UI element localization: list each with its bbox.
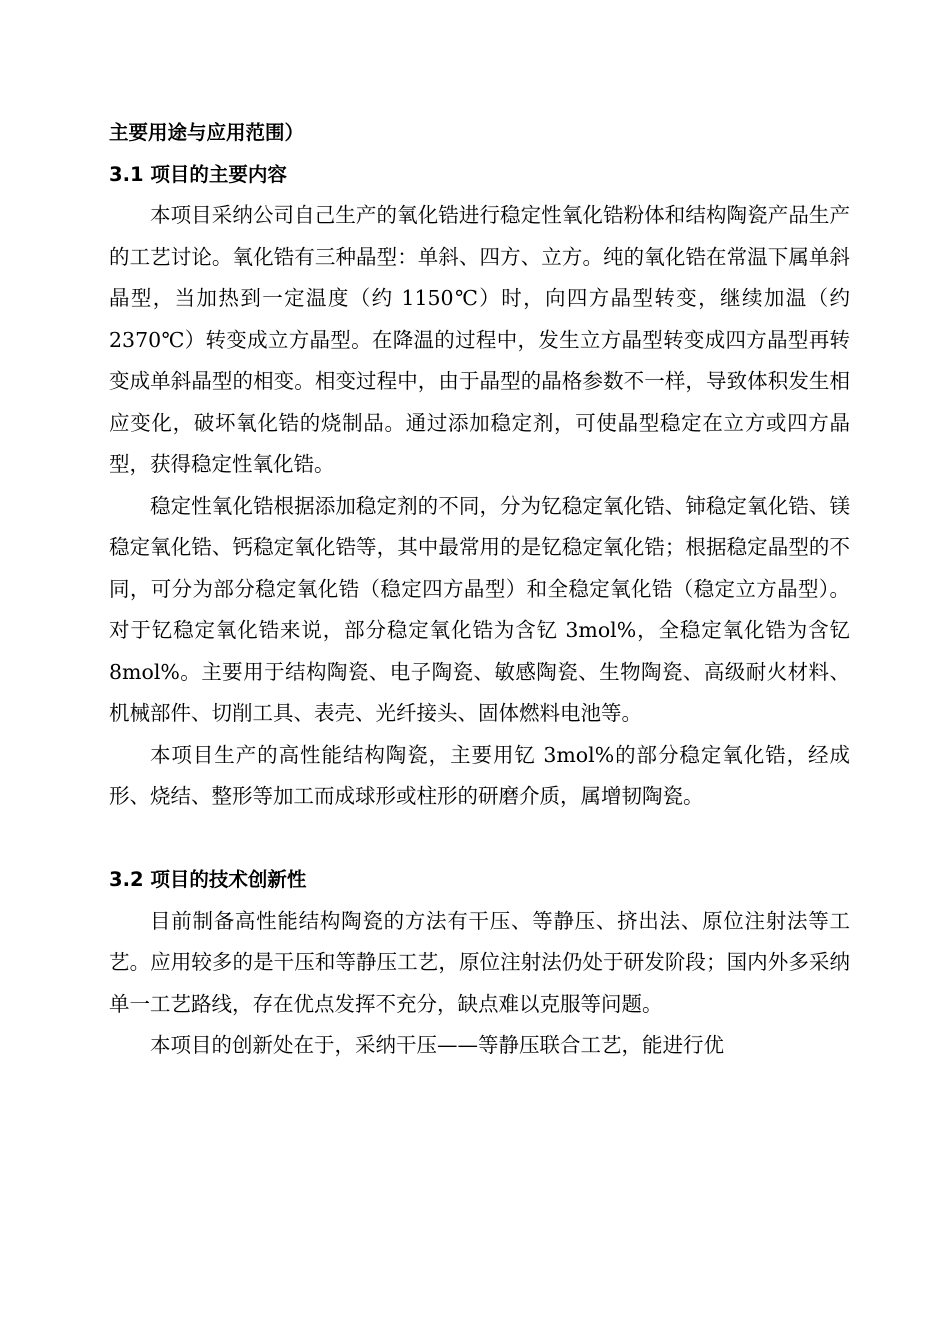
- section-spacer: [109, 818, 850, 860]
- section-3-2-paragraph-2: 本项目的创新处在于，采纳干压——等静压联合工艺，能进行优: [150, 1033, 724, 1057]
- section-heading-3-1: 3.1 项目的主要内容: [109, 162, 287, 186]
- section-3-1-paragraph-1: 本项目采纳公司自己生产的氧化锆进行稳定性氧化锆粉体和结构陶瓷产品生产的工艺讨论。氧化锆有三种晶型：单斜、四方、立方。纯的氧化锆在常温下属单斜晶型，当加热到一定温度（约 1150℃）时，向四方晶型转变，继续加温（约 2370℃）转变成立方晶型。在降温的过程中，发生立方晶型转变成四方晶型再转变成单斜晶型的相变。相变过程中，由于晶型的晶格参数不一样，导致体积发生相应变化，破坏氧化锆的烧制品。通过添加稳定剂，可使晶型稳定在立方或四方晶型，获得稳定性氧化锆。: [109, 203, 850, 476]
- section-3-1-paragraph-3: 本项目生产的高性能结构陶瓷，主要用钇 3mol%的部分稳定氧化锆，经成形、烧结、整形等加工而成球形或柱形的研磨介质，属增韧陶瓷。: [109, 742, 850, 808]
- section-heading-3-2: 3.2 项目的技术创新性: [109, 868, 307, 891]
- document-body: [109, 112, 850, 1067]
- continued-section-heading: 主要用途与应用范围）: [109, 121, 305, 144]
- section-3-2-paragraph-1: 目前制备高性能结构陶瓷的方法有干压、等静压、挤出法、原位注射法等工艺。应用较多的是干压和等静压工艺，原位注射法仍处于研发阶段；国内外多采纳单一工艺路线，存在优点发挥不充分，缺点难以克服等问题。: [109, 908, 850, 1016]
- section-3-1-paragraph-2: 稳定性氧化锆根据添加稳定剂的不同，分为钇稳定氧化锆、铈稳定氧化锆、镁稳定氧化锆、钙稳定氧化锆等，其中最常用的是钇稳定氧化锆；根据稳定晶型的不同，可分为部分稳定氧化锆（稳定四方晶型）和全稳定氧化锆（稳定立方晶型）。对于钇稳定氧化锆来说，部分稳定氧化锆为含钇 3mol%，全稳定氧化锆为含钇 8mol%。主要用于结构陶瓷、电子陶瓷、敏感陶瓷、生物陶瓷、高级耐火材料、机械部件、切削工具、表壳、光纤接头、固体燃料电池等。: [109, 493, 850, 725]
